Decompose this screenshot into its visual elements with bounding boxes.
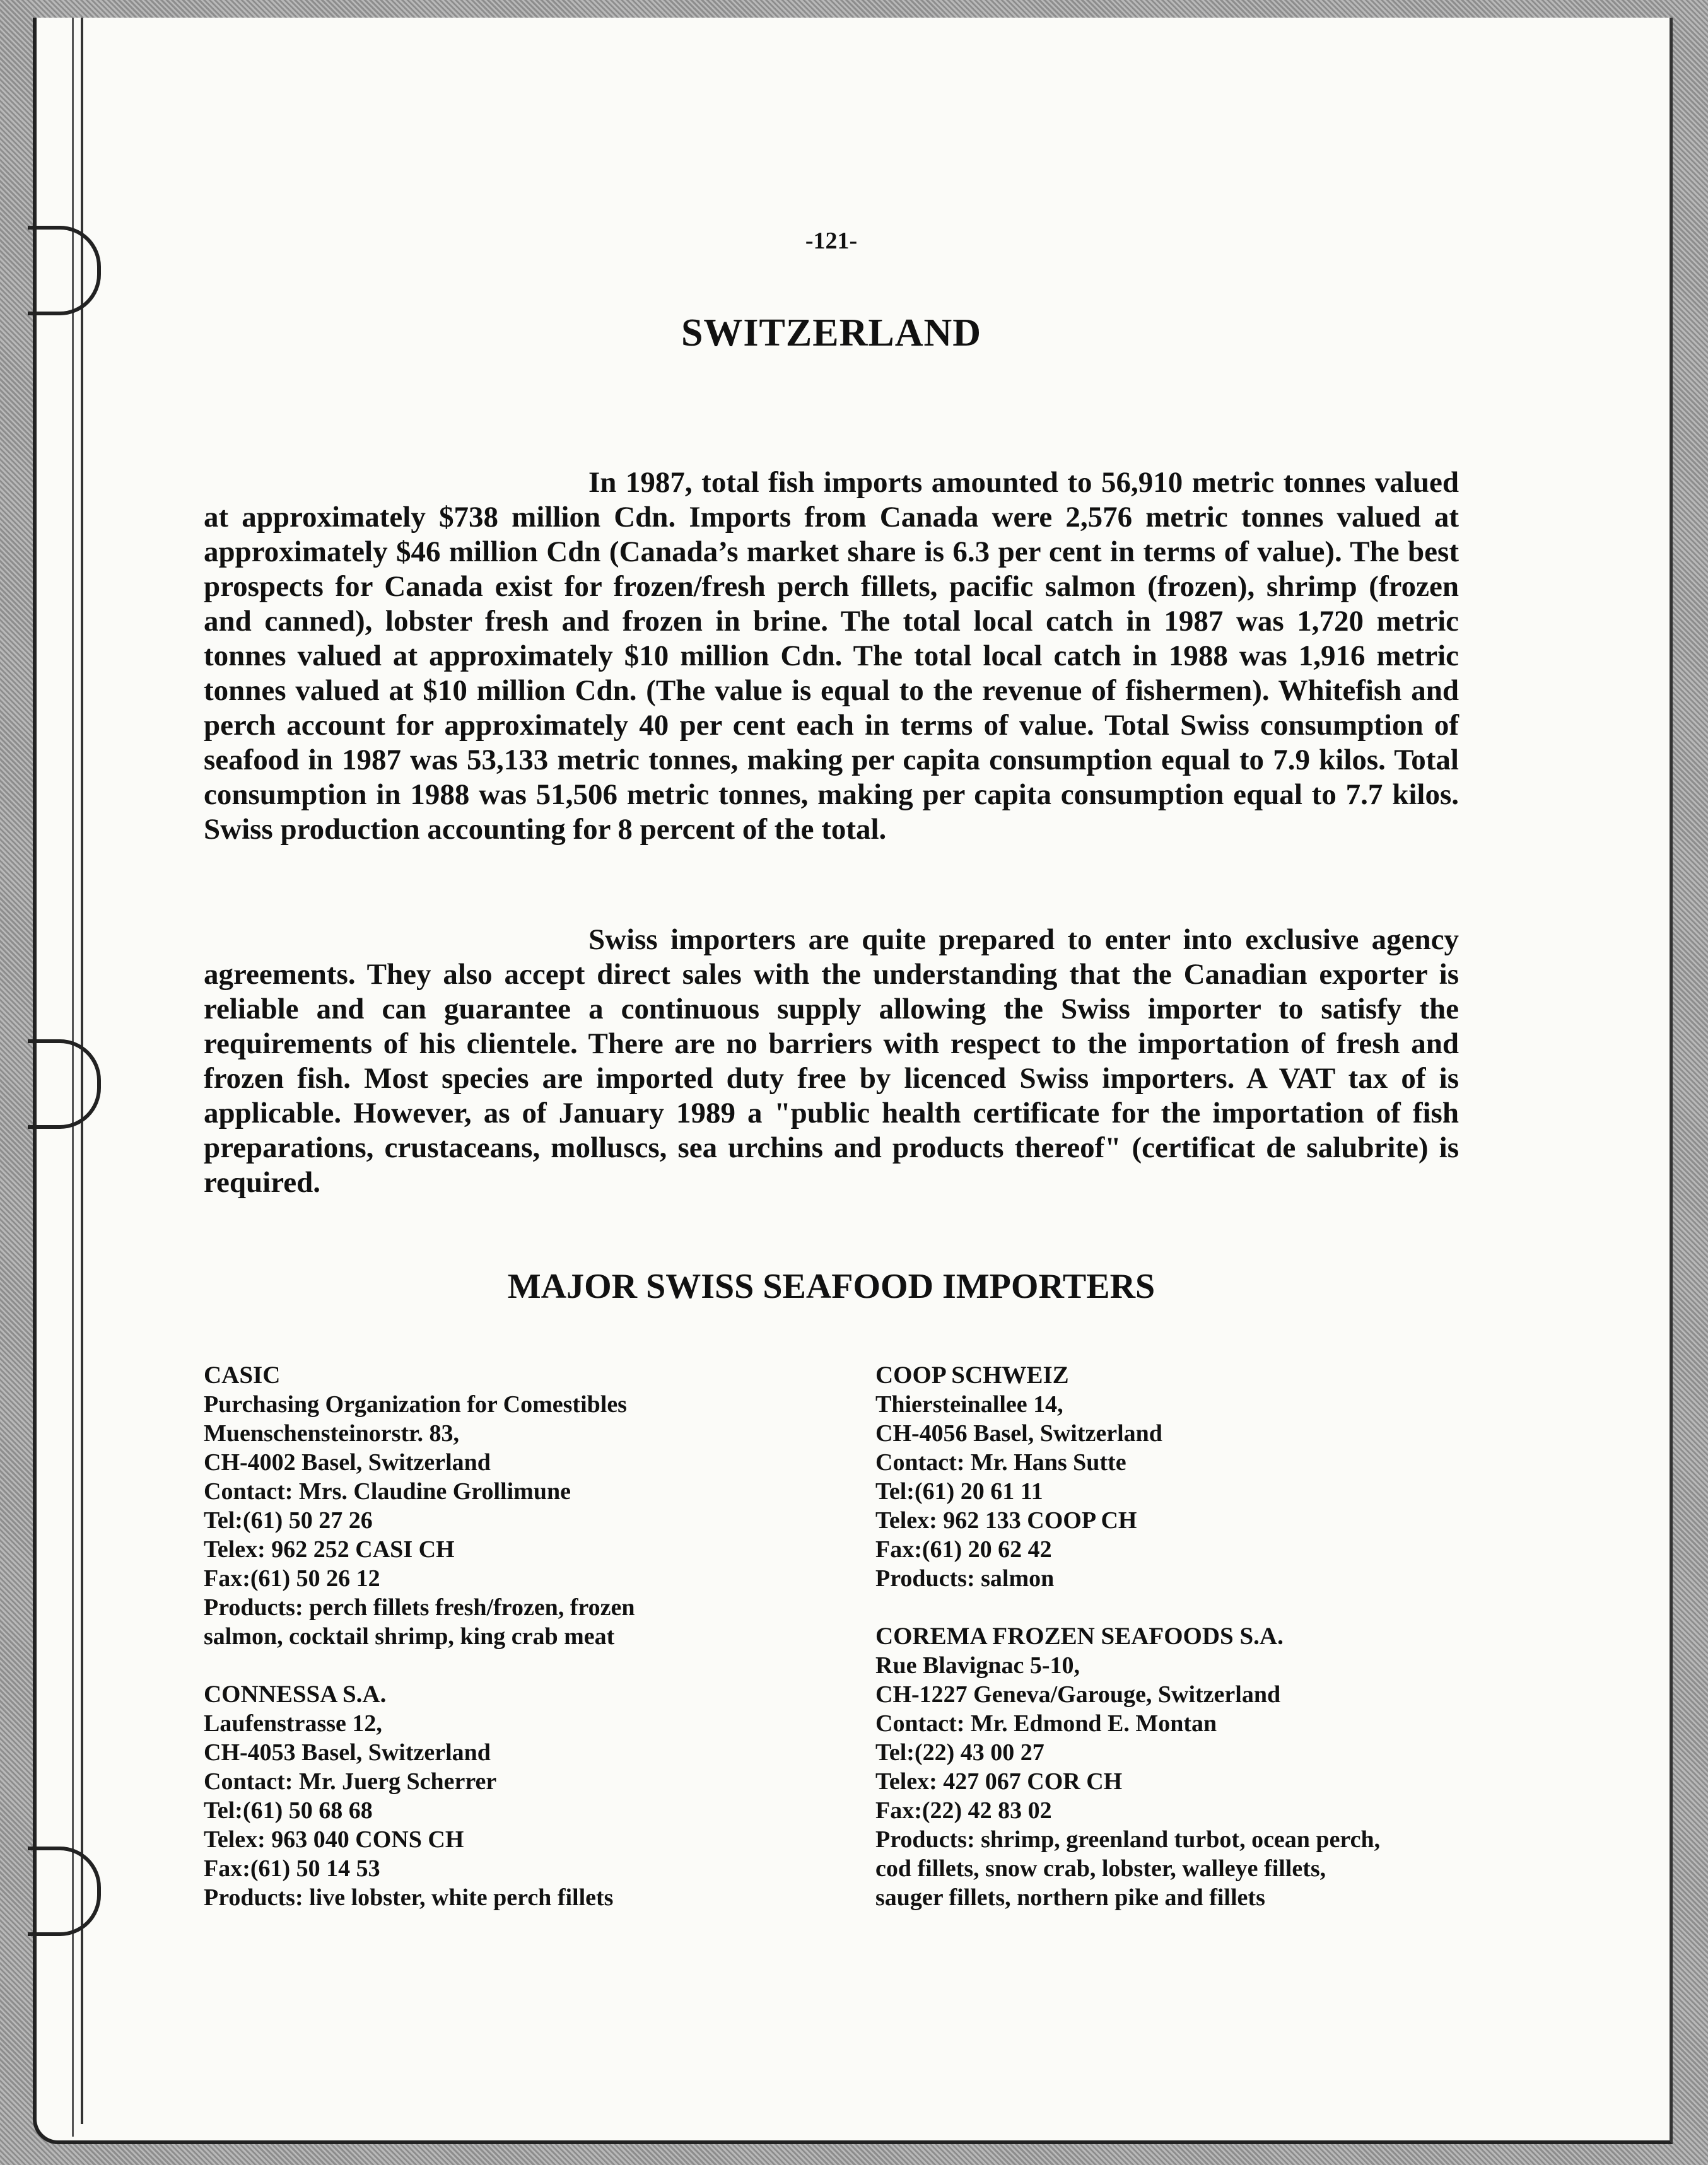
importer-fax: Fax:(61) 50 26 12 [204,1565,380,1592]
importer-products: Products: live lobster, white perch fillets [204,1884,614,1911]
importer-contact: Contact: Mrs. Claudine Grollimune [204,1478,571,1505]
page-number: -121- [805,228,858,254]
importer-contact: Contact: Mr. Edmond E. Montan [875,1710,1217,1737]
importer-products: sauger fillets, northern pike and fillets [875,1884,1265,1911]
importer-address: Muenschensteinorstr. 83, [204,1420,459,1447]
importer-entry-connessa [204,1680,834,1912]
importer-contact: Contact: Mr. Juerg Scherrer [204,1768,497,1795]
importer-fax: Fax:(61) 20 62 42 [875,1536,1052,1563]
importer-telex: Telex: 963 040 CONS CH [204,1826,464,1853]
importer-telex: Telex: 962 252 CASI CH [204,1536,455,1563]
binder-ring-icon [28,226,101,315]
importer-products: Products: perch fillets fresh/frozen, frozen [204,1594,635,1621]
paragraph-importers: Swiss importers are quite prepared to enter into exclusive agency agreements. They also accept direct sales with the understanding that the Canadian exporter is reliable and can guarantee a continuous supply allowing the Swiss importer to satisfy the requirements of his clientele. There are no barriers with respect to the importation of fresh and frozen fish. Most species are imported duty free by licenced Swiss importers. A VAT tax of is applicable. However, as of January 1989 a "public health certificate for the importation of fish preparations, crustaceans, molluscs, sea urchins and products thereof" (certificat de salubrite) is required. [204,923,1459,1199]
importer-entry-corema [875,1622,1506,1912]
importer-products: Products: shrimp, greenland turbot, ocean perch, [875,1826,1381,1853]
importer-address: Laufenstrasse 12, [204,1710,382,1737]
importers-column-left [204,1361,834,1941]
importer-tel: Tel:(22) 43 00 27 [875,1739,1044,1766]
importers-column-right [875,1361,1506,1941]
importer-telex: Telex: 427 067 COR CH [875,1768,1123,1795]
importer-name: CASIC [204,1362,281,1389]
importer-detail: Purchasing Organization for Comestibles [204,1391,627,1418]
page-title: SWITZERLAND [681,312,982,354]
importer-city: CH-4053 Basel, Switzerland [204,1739,491,1766]
importer-entry-casic [204,1361,834,1651]
importer-contact: Contact: Mr. Hans Sutte [875,1449,1126,1476]
importer-tel: Tel:(61) 50 68 68 [204,1797,373,1824]
importer-fax: Fax:(22) 42 83 02 [875,1797,1052,1824]
document-page [33,18,1673,2144]
importer-name: COOP SCHWEIZ [875,1362,1069,1389]
importer-telex: Telex: 962 133 COOP CH [875,1507,1137,1534]
importer-city: CH-4002 Basel, Switzerland [204,1449,491,1476]
importer-name: CONNESSA S.A. [204,1681,387,1708]
importer-address: Thiersteinallee 14, [875,1391,1063,1418]
importer-city: CH-4056 Basel, Switzerland [875,1420,1162,1447]
binder-ring-icon [28,1847,101,1936]
importer-products: cod fillets, snow crab, lobster, walleye fillets, [875,1855,1326,1882]
importer-tel: Tel:(61) 20 61 11 [875,1478,1043,1505]
importer-entry-coop [875,1361,1506,1593]
importer-name: COREMA FROZEN SEAFOODS S.A. [875,1623,1284,1650]
importer-products: Products: salmon [875,1565,1055,1592]
paragraph-market-overview: In 1987, total fish imports amounted to 56,910 metric tonnes valued at approximately $738 million Cdn. Imports from Canada were 2,576 metric tonnes valued at approximately $46 million Cdn (Canada’s market share is 6.3 per cent in terms of value). The best prospects for Canada exist for frozen/fresh perch fillets, pacific salmon (frozen), shrimp (frozen and canned), lobster fresh and frozen in brine. The total local catch in 1987 was 1,720 metric tonnes valued at approximately $10 million Cdn. The total local catch in 1988 was 1,916 metric tonnes valued at $10 million Cdn. (The value is equal to the revenue of fishermen). Whitefish and perch account for approximately 40 per cent each in terms of value. Total Swiss consumption of seafood in 1987 was 53,133 metric tonnes, making per capita consumption equal to 7.9 kilos. Total consumption in 1988 was 51,506 metric tonnes, making per capita consumption equal to 7.7 kilos. Swiss production accounting for 8 percent of the total. [204,466,1459,846]
importer-address: Rue Blavignac 5-10, [875,1652,1080,1679]
importer-city: CH-1227 Geneva/Garouge, Switzerland [875,1681,1281,1708]
importer-products: salmon, cocktail shrimp, king crab meat [204,1623,615,1650]
binder-ring-icon [28,1039,101,1129]
importers-heading: MAJOR SWISS SEAFOOD IMPORTERS [507,1267,1155,1306]
importer-tel: Tel:(61) 50 27 26 [204,1507,373,1534]
importer-fax: Fax:(61) 50 14 53 [204,1855,380,1882]
